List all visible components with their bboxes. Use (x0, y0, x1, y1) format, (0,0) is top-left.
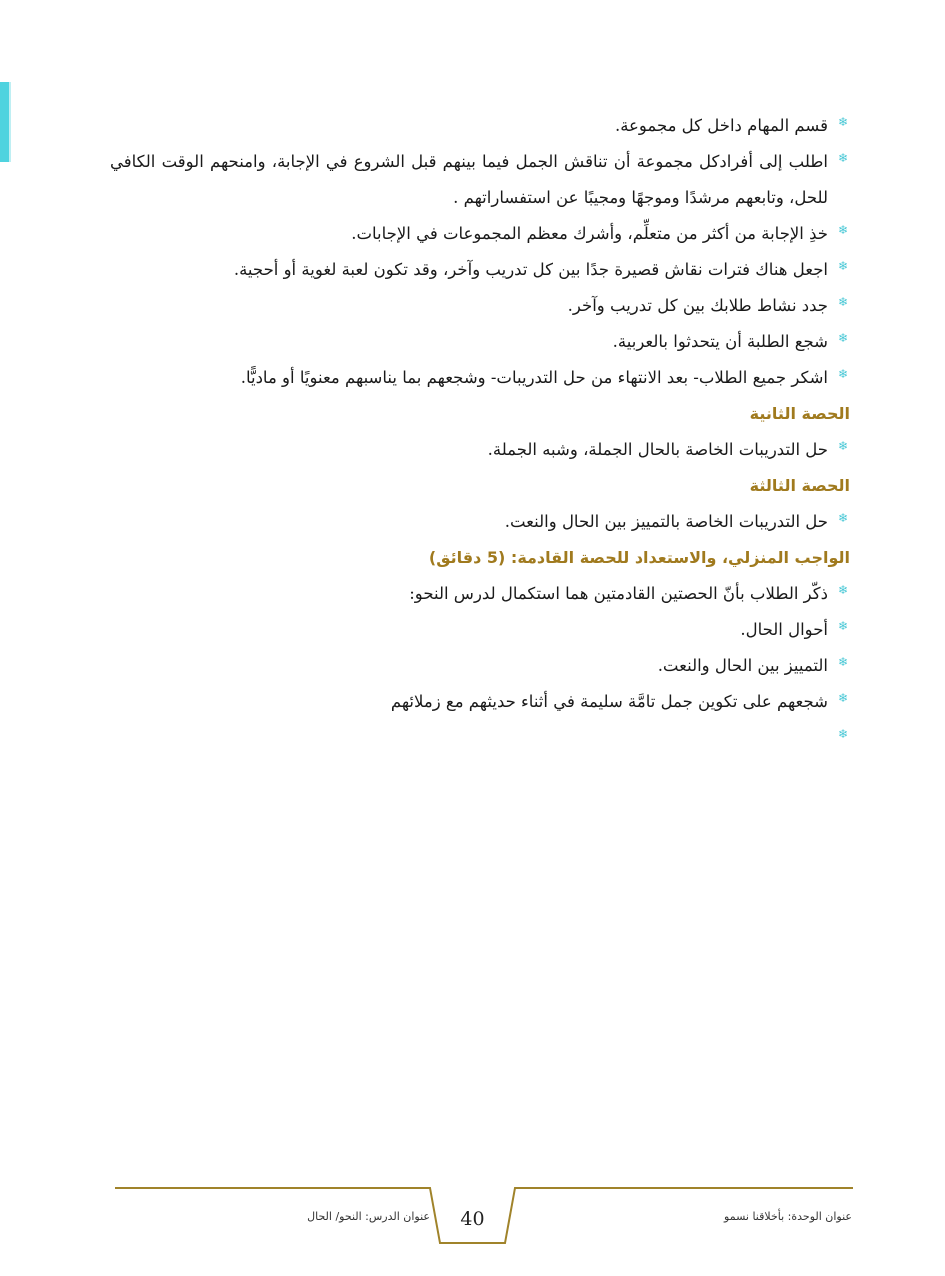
list-item-text: قسم المهام داخل كل مجموعة. (614, 116, 828, 135)
list-item-text: ذكّر الطلاب بأنّ الحصتين القادمتين هما استكمال لدرس النحو: (409, 584, 828, 603)
list-item (110, 144, 850, 216)
snowflake-bullet-icon: ❄ (837, 619, 849, 633)
list-item-text: حل التدريبات الخاصة بالحال الجملة، وشبه الجملة. (487, 440, 828, 459)
list-item-text: اشكر جميع الطلاب- بعد الانتهاء من حل التدريبات- وشجعهم بما يناسبهم معنويًا أو ماديًّا. (240, 368, 828, 387)
list-item (110, 648, 850, 684)
snowflake-bullet-icon: ❄ (837, 511, 849, 525)
snowflake-bullet-icon: ❄ (837, 655, 849, 669)
snowflake-bullet-icon: ❄ (837, 583, 849, 597)
list-item (110, 576, 850, 612)
snowflake-bullet-icon: ❄ (837, 331, 849, 345)
snowflake-bullet-icon: ❄ (837, 727, 849, 741)
list-item-text: التمييز بين الحال والنعت. (657, 656, 828, 675)
section-heading-third-session: الحصة الثالثة (749, 476, 850, 495)
list-item-text: أحوال الحال. (740, 620, 828, 639)
snowflake-bullet-icon: ❄ (837, 115, 849, 129)
footer-lesson-title: عنوان الدرس: النحو/ الحال (307, 1210, 430, 1223)
snowflake-bullet-icon: ❄ (837, 439, 849, 453)
snowflake-bullet-icon: ❄ (837, 151, 849, 165)
list-item-text: اطلب إلى أفرادكل مجموعة أن تناقش الجمل فيما بينهم قبل الشروع في الإجابة، وامنحهم الوقت الكافي للحل، وتابعهم مرشدًا وموجهًا ومجيبًا عن استفساراتهم . (110, 152, 828, 207)
page-footer (0, 1180, 945, 1250)
list-item (110, 612, 850, 648)
snowflake-bullet-icon: ❄ (837, 223, 849, 237)
list-item (110, 504, 850, 540)
snowflake-bullet-icon: ❄ (837, 367, 849, 381)
list-item-empty (110, 720, 850, 756)
snowflake-bullet-icon: ❄ (837, 259, 849, 273)
list-item (110, 216, 850, 252)
section-heading-homework: الواجب المنزلي، والاستعداد للحصة القادمة: (5 دقائق) (428, 548, 850, 567)
page-number: 40 (460, 1208, 485, 1230)
list-item-text: شجعهم على تكوين جمل تامَّة سليمة في أثناء حديثهم مع زملائهم (390, 692, 828, 711)
snowflake-bullet-icon: ❄ (837, 295, 849, 309)
snowflake-bullet-icon: ❄ (837, 691, 849, 705)
list-item (110, 684, 850, 720)
list-item (110, 360, 850, 396)
list-item-text: حل التدريبات الخاصة بالتمييز بين الحال والنعت. (504, 512, 828, 531)
list-item-text: شجع الطلبة أن يتحدثوا بالعربية. (612, 332, 828, 351)
page-content (110, 108, 850, 756)
list-item-text: جدد نشاط طلابك بين كل تدريب وآخر. (567, 296, 828, 315)
list-item (110, 252, 850, 288)
footer-unit-title: عنوان الوحدة: بأخلاقنا نسمو (724, 1210, 852, 1223)
edge-color-tab (0, 82, 9, 162)
list-item (110, 108, 850, 144)
list-item-text: اجعل هناك فترات نقاش قصيرة جدًا بين كل تدريب وآخر، وقد تكون لعبة لغوية أو أحجية. (233, 260, 828, 279)
list-item (110, 288, 850, 324)
list-item-text: خذِ الإجابة من أكثر من متعلِّم، وأشرك معظم المجموعات في الإجابات. (351, 224, 828, 243)
list-item (110, 432, 850, 468)
list-item (110, 324, 850, 360)
section-heading-second-session: الحصة الثانية (749, 404, 850, 423)
